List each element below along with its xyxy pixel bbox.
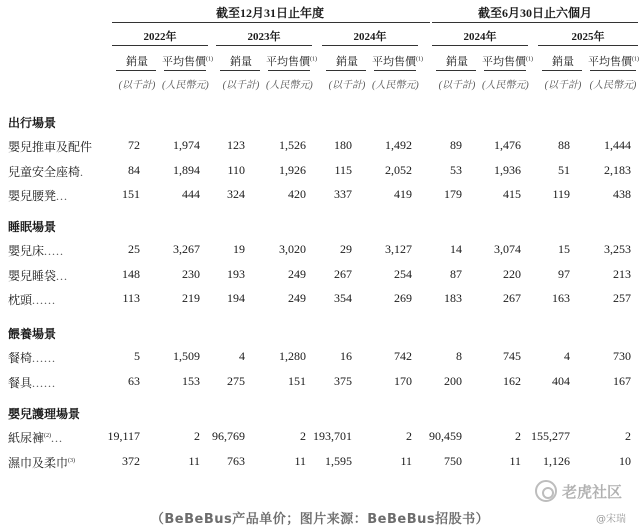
col-price-label: 平均售價 — [162, 56, 206, 68]
period-half-rule — [432, 22, 638, 23]
col-volume-3: 銷量 — [446, 56, 468, 68]
table-cell: 115 — [334, 162, 352, 177]
table-cell: 8 — [456, 349, 462, 363]
table-cell: 11 — [509, 453, 521, 468]
year-rule-2 — [322, 45, 418, 46]
col-price-note: (1) — [632, 56, 639, 63]
table-cell: 420 — [288, 187, 306, 201]
table-cell: 2,052 — [385, 162, 412, 177]
table-cell: 11 — [294, 453, 306, 468]
row-label-text: 兒童安全座椅 — [8, 164, 81, 179]
row-label — [8, 267, 68, 284]
table-cell: 219 — [182, 291, 200, 305]
year-rule-3 — [432, 45, 528, 46]
table-cell: 153 — [182, 373, 200, 388]
col-price-rule-4 — [590, 70, 636, 71]
table-cell: 730 — [613, 349, 631, 363]
table-cell: 19,117 — [107, 429, 140, 443]
table-cell: 1,974 — [173, 138, 200, 152]
table-cell: 375 — [334, 373, 352, 388]
table-cell: 87 — [450, 266, 462, 281]
leader-dots: ...... — [32, 351, 57, 365]
table-cell: 194 — [227, 291, 245, 305]
table-cell: 3,074 — [494, 242, 521, 256]
table-cell: 3,253 — [604, 242, 631, 256]
table-cell: 10 — [619, 453, 631, 468]
col-price-note: (1) — [206, 56, 213, 63]
row-label — [8, 187, 68, 204]
table-cell: 90,459 — [429, 429, 462, 443]
table-cell: 230 — [182, 266, 200, 281]
table-cell: 3,267 — [173, 242, 200, 256]
row-label — [8, 374, 56, 391]
year-rule-0 — [112, 45, 208, 46]
row-label-text: 嬰兒床 — [8, 244, 45, 258]
table-cell: 267 — [503, 291, 521, 305]
table-cell: 3,127 — [385, 242, 412, 256]
section-title-0: 出行場景 — [8, 116, 57, 130]
col-price-rule-0 — [164, 70, 206, 71]
table-cell: 113 — [122, 291, 140, 305]
section-title-3: 嬰兒護理場景 — [8, 407, 81, 421]
col-price-1 — [266, 53, 317, 69]
table-cell: 11 — [188, 453, 200, 468]
year-rule-1 — [216, 45, 312, 46]
leader-dots: ...... — [32, 375, 57, 390]
table-cell: 5 — [134, 349, 140, 363]
year-header-3: 2024年 — [463, 31, 497, 43]
leader-dots: . — [80, 164, 85, 179]
table-cell: 337 — [334, 187, 352, 201]
table-cell: 742 — [394, 349, 412, 363]
col-volume-rule-4 — [542, 70, 582, 71]
col-price-rule-1 — [268, 70, 310, 71]
table-cell: 123 — [227, 138, 245, 152]
table-cell: 750 — [444, 453, 462, 468]
table-cell: 3,020 — [279, 242, 306, 256]
row-label-text: 嬰兒推車及配件 — [8, 140, 93, 154]
row-label — [8, 429, 63, 446]
period-annual-header: 截至12月31日止年度 — [215, 6, 324, 20]
unit-volume-0: (以千計) — [118, 80, 156, 91]
table-cell: 2,183 — [604, 162, 631, 177]
row-label-text: 枕頭 — [8, 293, 33, 307]
col-price-4 — [588, 53, 638, 69]
table-cell: 1,595 — [325, 453, 352, 468]
unit-volume-1: (以千計) — [222, 80, 260, 91]
row-label-note: (3) — [68, 457, 76, 464]
row-label — [8, 291, 56, 308]
table-cell: 1,492 — [385, 138, 412, 152]
table-cell: 162 — [503, 373, 521, 388]
table-cell: 148 — [122, 266, 140, 281]
year-header-1: 2023年 — [247, 31, 281, 43]
table-cell: 2 — [625, 429, 631, 443]
period-half-header: 截至6月30日止六個月 — [477, 6, 592, 20]
image-caption: （BeBeBus产品单价；图片来源：BeBeBus招股书） — [150, 512, 490, 527]
table-cell: 444 — [182, 187, 200, 201]
row-label-text: 餐椅 — [8, 351, 33, 365]
col-volume-1: 銷量 — [230, 56, 252, 68]
table-cell: 745 — [503, 349, 521, 363]
col-price-note: (1) — [526, 56, 533, 63]
col-volume-rule-0 — [116, 70, 156, 71]
col-price-label: 平均售價 — [372, 56, 416, 68]
leader-dots: ... — [56, 268, 69, 283]
table-cell: 84 — [128, 162, 140, 177]
table-cell: 97 — [558, 266, 570, 281]
table-cell: 16 — [340, 349, 352, 363]
table-cell: 267 — [334, 266, 352, 281]
leader-dots: ... — [56, 189, 69, 203]
table-cell: 1,509 — [173, 349, 200, 363]
col-price-label: 平均售價 — [482, 56, 526, 68]
unit-price-2: (人民幣元) — [372, 80, 419, 91]
row-label — [8, 349, 56, 366]
table-cell: 1,126 — [543, 453, 570, 468]
row-label-text: 嬰兒腰凳 — [8, 189, 57, 203]
year-header-2: 2024年 — [353, 31, 387, 43]
col-price-3 — [482, 53, 533, 69]
table-cell: 88 — [558, 138, 570, 152]
period-annual-rule — [112, 22, 430, 23]
watermark-credit: @宋瑞 — [596, 514, 626, 525]
unit-price-0: (人民幣元) — [162, 80, 209, 91]
table-cell: 119 — [552, 187, 570, 201]
table-cell: 72 — [128, 138, 140, 152]
table-cell: 2 — [515, 429, 521, 443]
row-label — [8, 242, 64, 259]
table-cell: 1,280 — [279, 349, 306, 363]
row-label — [8, 454, 75, 471]
table-cell: 1,526 — [279, 138, 306, 152]
col-volume-4: 銷量 — [552, 56, 574, 68]
col-volume-0: 銷量 — [126, 56, 148, 68]
table-cell: 163 — [552, 291, 570, 305]
table-cell: 354 — [334, 291, 352, 305]
table-cell: 404 — [552, 373, 570, 388]
col-price-note: (1) — [416, 56, 423, 63]
table-cell: 4 — [564, 349, 570, 363]
table-cell: 51 — [558, 162, 570, 177]
table-cell: 1,936 — [494, 162, 521, 177]
row-label-text: 濕巾及柔巾 — [8, 455, 69, 470]
year-header-4: 2025年 — [571, 31, 605, 43]
table-cell: 275 — [227, 373, 245, 388]
unit-price-1: (人民幣元) — [266, 80, 313, 91]
table-cell: 96,769 — [212, 429, 245, 443]
table-cell: 1,926 — [279, 162, 306, 177]
table-cell: 1,444 — [604, 138, 631, 152]
col-volume-2: 銷量 — [336, 56, 358, 68]
col-price-0 — [162, 53, 213, 69]
row-label-text: 紙尿褲 — [8, 431, 45, 445]
table-cell: 29 — [340, 242, 352, 256]
section-title-2: 餵養場景 — [8, 327, 57, 341]
table-cell: 89 — [450, 138, 462, 152]
table-cell: 167 — [613, 373, 631, 388]
table-cell: 249 — [288, 266, 306, 281]
table-cell: 155,277 — [531, 429, 570, 443]
table-cell: 200 — [444, 373, 462, 388]
section-title-1: 睡眠場景 — [8, 220, 57, 234]
table-cell: 419 — [394, 187, 412, 201]
row-label-note: (2) — [44, 433, 52, 439]
table-cell: 183 — [444, 291, 462, 305]
watermark-brand: 老虎社区 — [562, 483, 623, 501]
table-cell: 11 — [400, 453, 412, 468]
table-cell: 4 — [239, 349, 245, 363]
table-cell: 324 — [227, 187, 245, 201]
unit-volume-4: (以千計) — [544, 80, 582, 91]
col-volume-rule-1 — [220, 70, 260, 71]
table-cell: 763 — [227, 453, 245, 468]
table-cell: 1,476 — [494, 138, 521, 152]
unit-volume-3: (以千計) — [438, 80, 476, 91]
table-cell: 269 — [394, 291, 412, 305]
table-cell: 2 — [300, 429, 306, 443]
col-volume-rule-3 — [436, 70, 476, 71]
table-cell: 63 — [128, 373, 140, 388]
table-cell: 15 — [558, 242, 570, 256]
year-rule-4 — [538, 45, 638, 46]
table-cell: 254 — [394, 266, 412, 281]
table-cell: 372 — [122, 453, 140, 468]
table-cell: 25 — [128, 242, 140, 256]
col-price-note: (1) — [310, 56, 317, 63]
unit-volume-2: (以千計) — [328, 80, 366, 91]
table-cell: 220 — [503, 266, 521, 281]
col-price-label: 平均售價 — [266, 56, 310, 68]
col-price-rule-2 — [374, 70, 416, 71]
leader-dots: ...... — [32, 293, 57, 307]
table-cell: 193,701 — [313, 429, 352, 443]
table-cell: 1,894 — [173, 162, 200, 177]
tiger-logo-icon — [535, 480, 557, 502]
year-header-0: 2022年 — [143, 31, 177, 43]
table-cell: 213 — [613, 266, 631, 281]
table-cell: 19 — [233, 242, 245, 256]
table-cell: 170 — [394, 373, 412, 388]
unit-price-4: (人民幣元) — [589, 80, 637, 91]
row-label-text: 餐具 — [8, 375, 33, 390]
col-price-rule-3 — [484, 70, 526, 71]
table-cell: 2 — [194, 429, 200, 443]
table-cell: 2 — [406, 429, 412, 443]
table-cell: 14 — [450, 242, 462, 256]
table-cell: 151 — [122, 187, 140, 201]
table-cell: 151 — [288, 373, 306, 388]
table-cell: 193 — [227, 266, 245, 281]
table-cell: 415 — [503, 187, 521, 201]
table-cell: 249 — [288, 291, 306, 305]
table-cell: 257 — [613, 291, 631, 305]
col-volume-rule-2 — [326, 70, 366, 71]
col-price-label: 平均售價 — [588, 56, 632, 68]
table-cell: 180 — [334, 138, 352, 152]
unit-price-3: (人民幣元) — [482, 80, 529, 91]
col-price-2 — [372, 53, 423, 69]
leader-dots: ... — [51, 431, 64, 445]
table-cell: 179 — [444, 187, 462, 201]
row-label-text: 嬰兒睡袋 — [8, 268, 57, 283]
leader-dots: ..... — [44, 244, 65, 258]
table-cell: 438 — [613, 187, 631, 201]
table-cell: 53 — [450, 162, 462, 177]
table-cell: 110 — [227, 162, 245, 177]
